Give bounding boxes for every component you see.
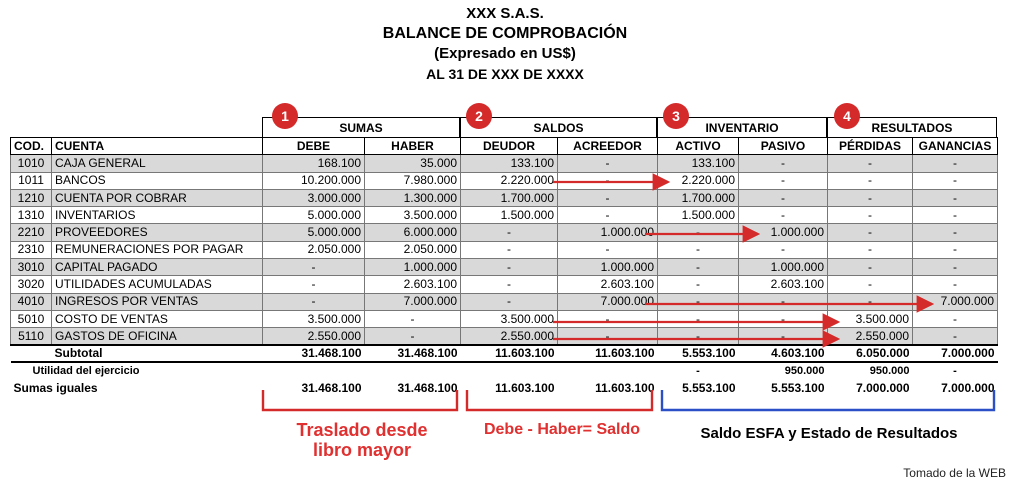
step-badge-2: 2 [466,103,492,129]
amount-cell: - [739,172,828,189]
table-row [11,293,998,310]
amount-cell: - [658,310,739,327]
sumas-iguales-cell: 11.603.100 [495,380,555,395]
amount-cell: 1.000.000 [739,224,828,241]
amount-cell: - [828,276,913,293]
group-header-resultados: RESULTADOS [827,117,997,137]
subtotal-cell: 31.468.100 [365,345,461,362]
amount-cell: - [913,259,998,276]
amount-cell: 1.000.000 [739,259,828,276]
subtotal-cell: 5.553.100 [658,345,739,362]
amount-cell: 2.550.000 [828,328,913,345]
amount-cell: - [913,224,998,241]
report-subtitle: (Expresado en US$) [434,45,576,62]
amount-cell: - [913,155,998,172]
amount-cell: - [913,189,998,206]
utilidad-row [11,362,998,379]
amount-cell: 7.000.000 [558,293,658,310]
amount-cell: - [558,189,658,206]
account-name: COSTO DE VENTAS [52,310,263,327]
account-name: CAJA GENERAL [52,155,263,172]
amount-cell: 3.500.000 [365,207,461,224]
utilidad-cell [365,362,461,379]
amount-cell: - [739,189,828,206]
amount-cell: - [828,207,913,224]
table-row [11,207,998,224]
amount-cell: - [461,241,558,258]
account-name: PROVEEDORES [52,224,263,241]
amount-cell: 168.100 [263,155,365,172]
col-header: DEBE [263,138,365,155]
company-name: XXX S.A.S. [466,5,544,22]
amount-cell: 3.500.000 [828,310,913,327]
amount-cell: - [658,259,739,276]
amount-cell: 1.000.000 [558,224,658,241]
table-row [11,276,998,293]
table-row [11,172,998,189]
subtotal-cell: 11.603.100 [558,345,658,362]
table-row [11,241,998,258]
amount-cell: 2.050.000 [263,241,365,258]
step-badge-1: 1 [272,103,298,129]
amount-cell: - [828,172,913,189]
account-name: UTILIDADES ACUMULADAS [52,276,263,293]
amount-cell: - [739,328,828,345]
sumas-iguales-cell: 7.000.000 [856,380,910,395]
amount-cell: - [828,224,913,241]
account-code: 2310 [11,241,52,258]
amount-cell: 2.603.100 [558,276,658,293]
amount-cell: 1.700.000 [461,189,558,206]
col-header: GANANCIAS [913,138,998,155]
amount-cell: 1.700.000 [658,189,739,206]
amount-cell: 133.100 [461,155,558,172]
sumas-iguales-cell: 5.553.100 [771,380,825,395]
amount-cell: 2.603.100 [739,276,828,293]
table-row [11,259,998,276]
group-header-saldos: SALDOS [460,117,657,137]
amount-cell: - [739,293,828,310]
amount-cell: - [263,293,365,310]
amount-cell: - [739,310,828,327]
account-code: 1210 [11,189,52,206]
utilidad-label: Utilidad del ejercicio [32,365,140,377]
amount-cell: 3.500.000 [461,310,558,327]
account-name: GASTOS DE OFICINA [52,328,263,345]
account-code: 1310 [11,207,52,224]
sumas-iguales-cell: 31.468.100 [397,380,458,395]
amount-cell: - [739,241,828,258]
amount-cell: 3.000.000 [263,189,365,206]
account-name: CUENTA POR COBRAR [52,189,263,206]
amount-cell: - [365,328,461,345]
col-header: ACREEDOR [558,138,658,155]
utilidad-cell: 950.000 [784,365,825,377]
column-header-row [11,138,998,155]
report-date: AL 31 DE XXX DE XXXX [426,66,584,82]
amount-cell: - [558,328,658,345]
utilidad-cell [263,362,365,379]
amount-cell: 6.000.000 [365,224,461,241]
subtotal-label: Subtotal [52,345,263,362]
col-header: CUENTA [52,138,263,155]
subtotal-cell: 4.603.100 [739,345,828,362]
amount-cell: 2.550.000 [263,328,365,345]
subtotal-cell: 11.603.100 [461,345,558,362]
amount-cell: - [913,172,998,189]
amount-cell: - [461,224,558,241]
amount-cell: 3.500.000 [263,310,365,327]
amount-cell: - [828,259,913,276]
amount-cell: - [828,293,913,310]
sumas-iguales-cell: 31.468.100 [301,380,362,395]
amount-cell: 5.000.000 [263,207,365,224]
sumas-iguales-label: Sumas iguales [13,380,98,395]
amount-cell: - [913,276,998,293]
amount-cell: - [913,310,998,327]
sumas-iguales-cell: 7.000.000 [941,380,995,395]
table-row [11,189,998,206]
amount-cell: - [461,259,558,276]
amount-cell: 1.500.000 [658,207,739,224]
amount-cell: - [739,207,828,224]
amount-cell: 1.500.000 [461,207,558,224]
group-header-inventario: INVENTARIO [657,117,827,137]
subtotal-cell: 7.000.000 [913,345,998,362]
account-name: INVENTARIOS [52,207,263,224]
table-row [11,328,998,345]
amount-cell: - [913,241,998,258]
account-code: 5110 [11,328,52,345]
account-code: 2210 [11,224,52,241]
amount-cell: - [658,328,739,345]
amount-cell: - [828,241,913,258]
account-code: 4010 [11,293,52,310]
col-header: COD. [11,138,52,155]
amount-cell: - [558,241,658,258]
account-name: BANCOS [52,172,263,189]
amount-cell: - [828,155,913,172]
amount-cell: 2.603.100 [365,276,461,293]
sumas-iguales-cell: 11.603.100 [595,380,655,395]
col-header: PASIVO [739,138,828,155]
col-header: PÉRDIDAS [828,138,913,155]
amount-cell: - [739,155,828,172]
step-badge-4: 4 [834,103,860,129]
amount-cell: - [461,276,558,293]
amount-cell: 35.000 [365,155,461,172]
amount-cell: 2.050.000 [365,241,461,258]
table-row [11,224,998,241]
step-badge-3: 3 [663,103,689,129]
amount-cell: 7.980.000 [365,172,461,189]
col-header: HABER [365,138,461,155]
amount-cell: 133.100 [658,155,739,172]
account-code: 3010 [11,259,52,276]
amount-cell: 1.300.000 [365,189,461,206]
amount-cell: 7.000.000 [365,293,461,310]
col-header: ACTIVO [658,138,739,155]
account-code: 5010 [11,310,52,327]
amount-cell: - [558,310,658,327]
amount-cell: - [558,172,658,189]
report-header [0,4,1010,84]
amount-cell: - [365,310,461,327]
caption-debe-haber: Debe - Haber= Saldo [483,421,641,438]
amount-cell: - [263,276,365,293]
amount-cell: 1.000.000 [365,259,461,276]
table-row [11,310,998,327]
utilidad-cell [461,362,558,379]
caption-traslado: Traslado desde libro mayor [296,420,428,460]
caption-saldo-esfa: Saldo ESFA y Estado de Resultados [700,425,958,442]
amount-cell: 7.000.000 [913,293,998,310]
table-row [11,155,998,172]
account-name: REMUNERACIONES POR PAGAR [52,241,263,258]
amount-cell: - [461,293,558,310]
account-code: 1011 [11,172,52,189]
utilidad-cell [558,362,658,379]
amount-cell: - [913,328,998,345]
account-code: 1010 [11,155,52,172]
utilidad-cell: 950.000 [869,365,910,377]
amount-cell: - [658,224,739,241]
col-header: DEUDOR [461,138,558,155]
amount-cell: 2.220.000 [461,172,558,189]
amount-cell: - [558,207,658,224]
account-name: CAPITAL PAGADO [52,259,263,276]
amount-cell: 10.200.000 [263,172,365,189]
subtotal-cell: 31.468.100 [263,345,365,362]
amount-cell: - [263,259,365,276]
account-code: 3020 [11,276,52,293]
amount-cell: - [828,189,913,206]
amount-cell: - [658,276,739,293]
amount-cell: 5.000.000 [263,224,365,241]
amount-cell: - [558,155,658,172]
sumas-iguales-cell: 5.553.100 [682,380,736,395]
utilidad-cell: - [953,365,957,377]
amount-cell: 2.550.000 [461,328,558,345]
sumas-iguales-row [11,380,998,397]
group-header-sumas: SUMAS [262,117,460,137]
report-title: BALANCE DE COMPROBACIÓN [382,25,628,42]
subtotal-row [11,345,998,362]
account-name: INGRESOS POR VENTAS [52,293,263,310]
amount-cell: - [658,241,739,258]
amount-cell: - [913,207,998,224]
amount-cell: 1.000.000 [558,259,658,276]
utilidad-cell: - [696,365,700,377]
trial-balance-table [10,137,998,397]
amount-cell: - [658,293,739,310]
subtotal-cell: 6.050.000 [828,345,913,362]
amount-cell: 2.220.000 [658,172,739,189]
credit-text: Tomado de la WEB [903,466,1006,480]
